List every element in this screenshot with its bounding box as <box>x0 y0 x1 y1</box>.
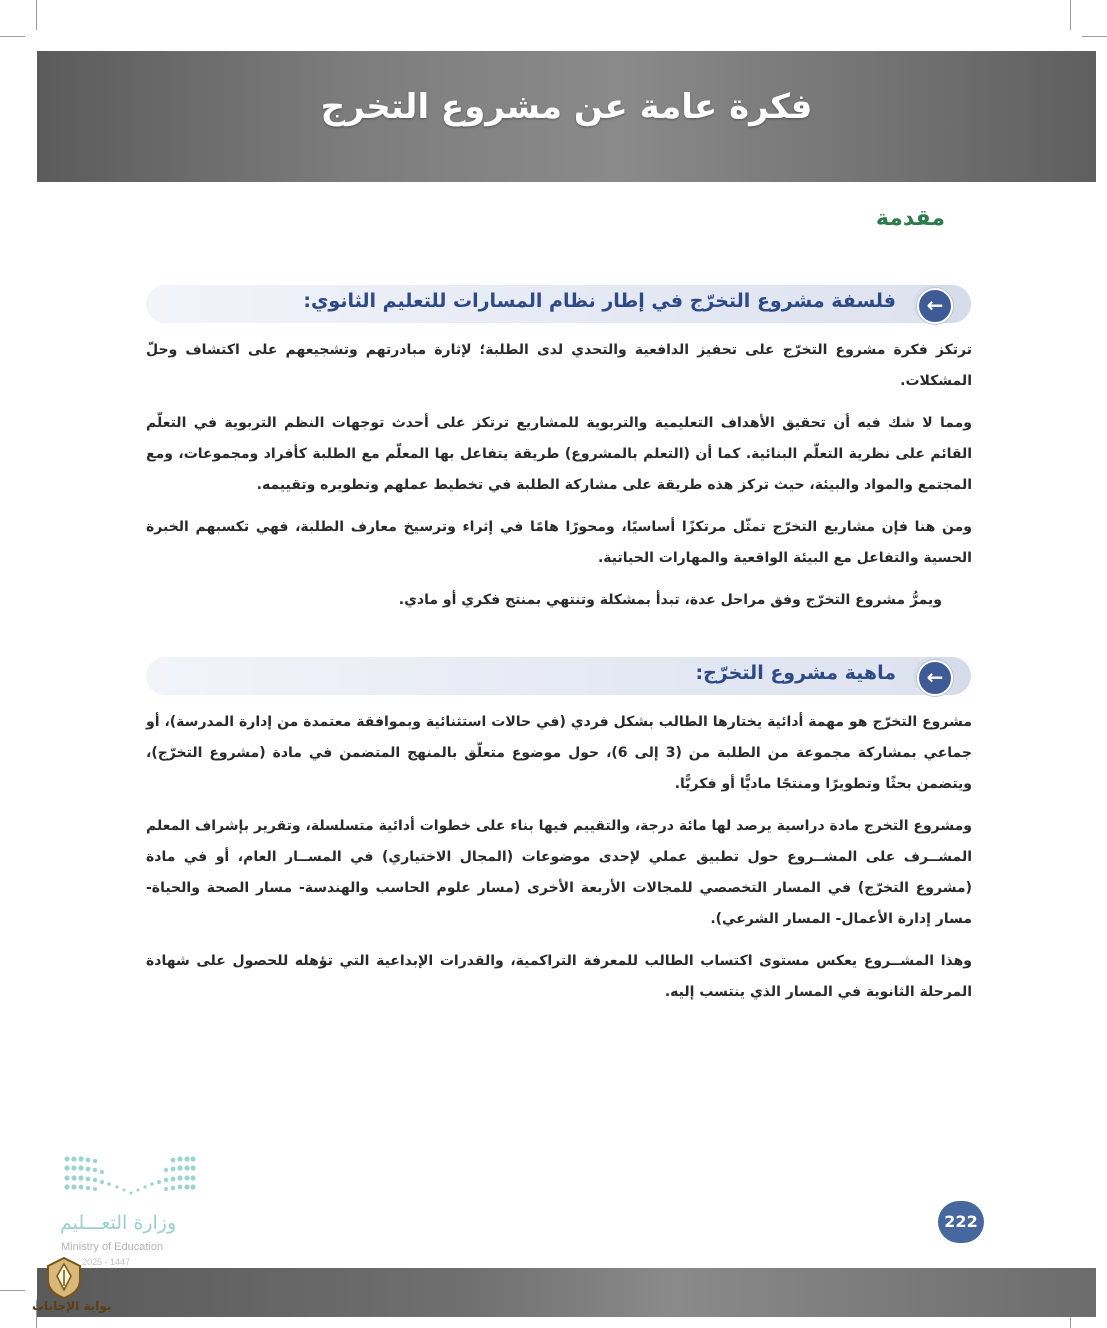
paragraph: ومن هنا فإن مشاريع التخرّج تمثّل مرتكزًا أساسيًا، ومحورًا هامًا في إثراء وترسيخ معارف الطلبة، فهي تكسبهم الخبرة الحسية والتفاعل مع البيئة الواقعية والمهارات الحياتية. <box>146 519 972 566</box>
ministry-name-arabic: وزارة التعـــليم <box>60 1212 177 1234</box>
paragraph: ومما لا شك فيه أن تحقيق الأهداف التعليمية والتربوية للمشاريع ترتكز على أحدث توجهات النظم التربوية في التعلّم القائم على نظرية التعلّم البنائية. كما أن (التعلم بالمشروع) طريقة يتفاعل بها المعلّم مع الطلبة كأفراد ومجموعات، ومع المجتمع والمواد والبيئة، حيث تركز هذه طريقة على مشاركة الطلبة في تخطيط عملهم وتطويره وتقييمه. <box>146 415 972 493</box>
crop-mark <box>1070 0 1071 30</box>
ministry-logo-icon <box>62 1153 197 1198</box>
section-heading: فلسفة مشروع التخرّج في إطار نظام المسارات للتعليم الثانوي: <box>303 290 896 312</box>
section-heading-bar <box>146 657 971 695</box>
arrow-left-circle-icon: ← <box>917 660 953 696</box>
section-heading: ماهية مشروع التخرّج: <box>695 662 896 684</box>
footer-band <box>37 1268 1096 1317</box>
paragraph: وهذا المشــروع يعكس مستوى اكتساب الطالب للمعرفة التراكمية، والقدرات الإبداعية التي تؤهله للحصول على شهادة المرحلة الثانوية في المسار الذي ينتسب إليه. <box>146 953 972 1000</box>
section-heading-bar <box>146 285 971 323</box>
intro-label: مقدمة <box>875 206 945 231</box>
pen-shield-icon <box>44 1256 84 1300</box>
crop-mark <box>0 36 25 37</box>
crop-mark <box>0 1290 25 1291</box>
watermark-text: بوابة الإجابات <box>32 1299 112 1313</box>
ministry-name-english: Ministry of Education <box>61 1241 164 1253</box>
chapter-header <box>37 51 1096 182</box>
edition-year: 2025 - 1447 <box>82 1257 131 1267</box>
paragraph: ومشروع التخرج مادة دراسية يرصد لها مائة درجة، والتقييم فيها بناء على خطوات أدائية متسلسلة، وتقرير بإشراف المعلم المشــرف على المشــروع حول تطبيق عملي لإحدى موضوعات (المجال الاختياري) في المســار العام، أو في مادة (مشروع التخرّج) في المسار التخصصي للمجالات الأربعة الأخرى (مسار علوم الحاسب والهندسة- مسار الصحة والحياة- مسار إدارة الأعمال- المسار الشرعي). <box>146 818 972 927</box>
page-number-badge: 222 <box>938 1201 984 1243</box>
arrow-left-circle-icon: ← <box>917 288 953 324</box>
paragraph: مشروع التخرّج هو مهمة أدائية يختارها الطالب بشكل فردي (في حالات استثنائية وبموافقة معتمدة من إدارة المدرسة)، أو جماعي بمشاركة مجموعة من الطلبة من (3 إلى 6)، حول موضوع متعلّق بالمنهج المتضمن في مادة (مشروع التخرّج)، ويتضمن بحثًا وتطويرًا ومنتجًا ماديًّا أو فكريًّا. <box>146 714 972 792</box>
paragraph: ترتكز فكرة مشروع التخرّج على تحفيز الدافعية والتحدي لدى الطلبة؛ لإثارة مبادرتهم وتشجيعهم على اكتشاف وحلّ المشكلات. <box>146 342 972 389</box>
crop-mark <box>36 0 37 30</box>
paragraph: ويمرُّ مشروع التخرّج وفق مراحل عدة، تبدأ بمشكلة وتنتهي بمنتج فكري أو مادي. <box>398 592 942 608</box>
page-title: فكرة عامة عن مشروع التخرج <box>320 87 813 127</box>
crop-mark <box>1082 36 1107 37</box>
